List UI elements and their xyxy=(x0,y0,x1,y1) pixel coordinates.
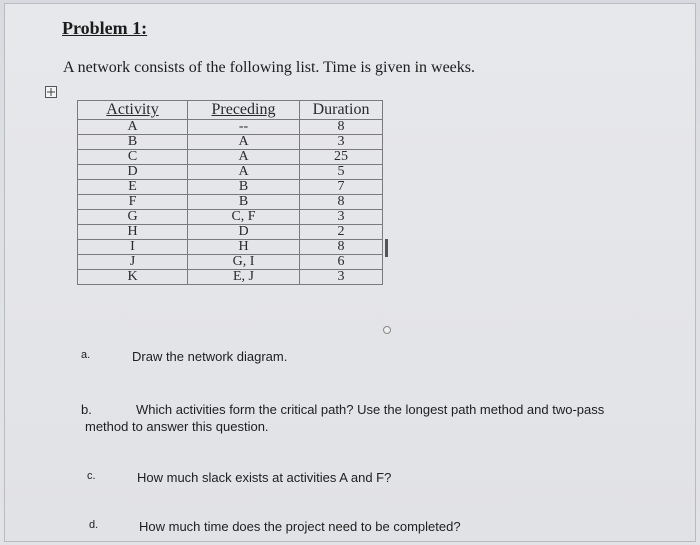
cell-activity: I xyxy=(78,240,188,255)
cell-preceding: G, I xyxy=(188,255,300,270)
cell-duration: 3 xyxy=(300,210,383,225)
cell-preceding: E, J xyxy=(188,270,300,285)
table-row xyxy=(78,210,383,225)
header-duration: Duration xyxy=(300,101,383,120)
problem-intro: A network consists of the following list. Time is given in weeks. xyxy=(63,59,475,76)
problem-title: Problem 1: xyxy=(62,18,148,38)
cell-activity: C xyxy=(78,150,188,165)
question-a-text: Draw the network diagram. xyxy=(132,349,288,364)
cell-activity: F xyxy=(78,195,188,210)
header-preceding: Preceding xyxy=(188,101,300,120)
question-d-letter: d. xyxy=(89,519,99,531)
question-a-letter: a. xyxy=(81,349,91,361)
cell-duration: 5 xyxy=(300,165,383,180)
cell-duration: 8 xyxy=(300,195,383,210)
table-row xyxy=(78,120,383,135)
table-row xyxy=(78,165,383,180)
cell-duration: 3 xyxy=(300,135,383,150)
cell-preceding: A xyxy=(188,150,300,165)
table-resize-handle-icon[interactable] xyxy=(383,326,391,334)
question-c-text: How much slack exists at activities A and F? xyxy=(137,470,392,485)
table-row xyxy=(78,255,383,270)
activity-table xyxy=(77,100,383,285)
table-row xyxy=(78,135,383,150)
table-row xyxy=(78,180,383,195)
cell-duration: 25 xyxy=(300,150,383,165)
cell-activity: D xyxy=(78,165,188,180)
question-b-text-line2: method to answer this question. xyxy=(85,419,269,434)
table-header-row xyxy=(78,101,383,120)
cell-duration: 8 xyxy=(300,240,383,255)
cell-duration: 6 xyxy=(300,255,383,270)
question-d-text: How much time does the project need to be completed? xyxy=(139,519,461,534)
table-move-handle-icon[interactable] xyxy=(45,86,57,98)
cell-activity: H xyxy=(78,225,188,240)
question-b-text: Which activities form the critical path? Use the longest path method and two-pass xyxy=(136,402,605,417)
question-b-letter: b. xyxy=(81,402,92,417)
cell-duration: 2 xyxy=(300,225,383,240)
cell-activity: B xyxy=(78,135,188,150)
table-edge-marker xyxy=(385,239,388,257)
cell-duration: 8 xyxy=(300,120,383,135)
table-row xyxy=(78,195,383,210)
cell-preceding: B xyxy=(188,180,300,195)
table-row xyxy=(78,270,383,285)
table-row xyxy=(78,225,383,240)
document-page xyxy=(4,3,696,542)
cell-preceding: -- xyxy=(188,120,300,135)
cell-activity: J xyxy=(78,255,188,270)
cell-activity: A xyxy=(78,120,188,135)
cell-preceding: A xyxy=(188,165,300,180)
cell-preceding: H xyxy=(188,240,300,255)
cell-preceding: A xyxy=(188,135,300,150)
table-row xyxy=(78,150,383,165)
cell-preceding: D xyxy=(188,225,300,240)
cell-preceding: B xyxy=(188,195,300,210)
cell-duration: 7 xyxy=(300,180,383,195)
question-c-letter: c. xyxy=(87,470,96,482)
cell-preceding: C, F xyxy=(188,210,300,225)
header-activity: Activity xyxy=(78,101,188,120)
cell-activity: G xyxy=(78,210,188,225)
cell-activity: K xyxy=(78,270,188,285)
cell-activity: E xyxy=(78,180,188,195)
cell-duration: 3 xyxy=(300,270,383,285)
table-row xyxy=(78,240,383,255)
